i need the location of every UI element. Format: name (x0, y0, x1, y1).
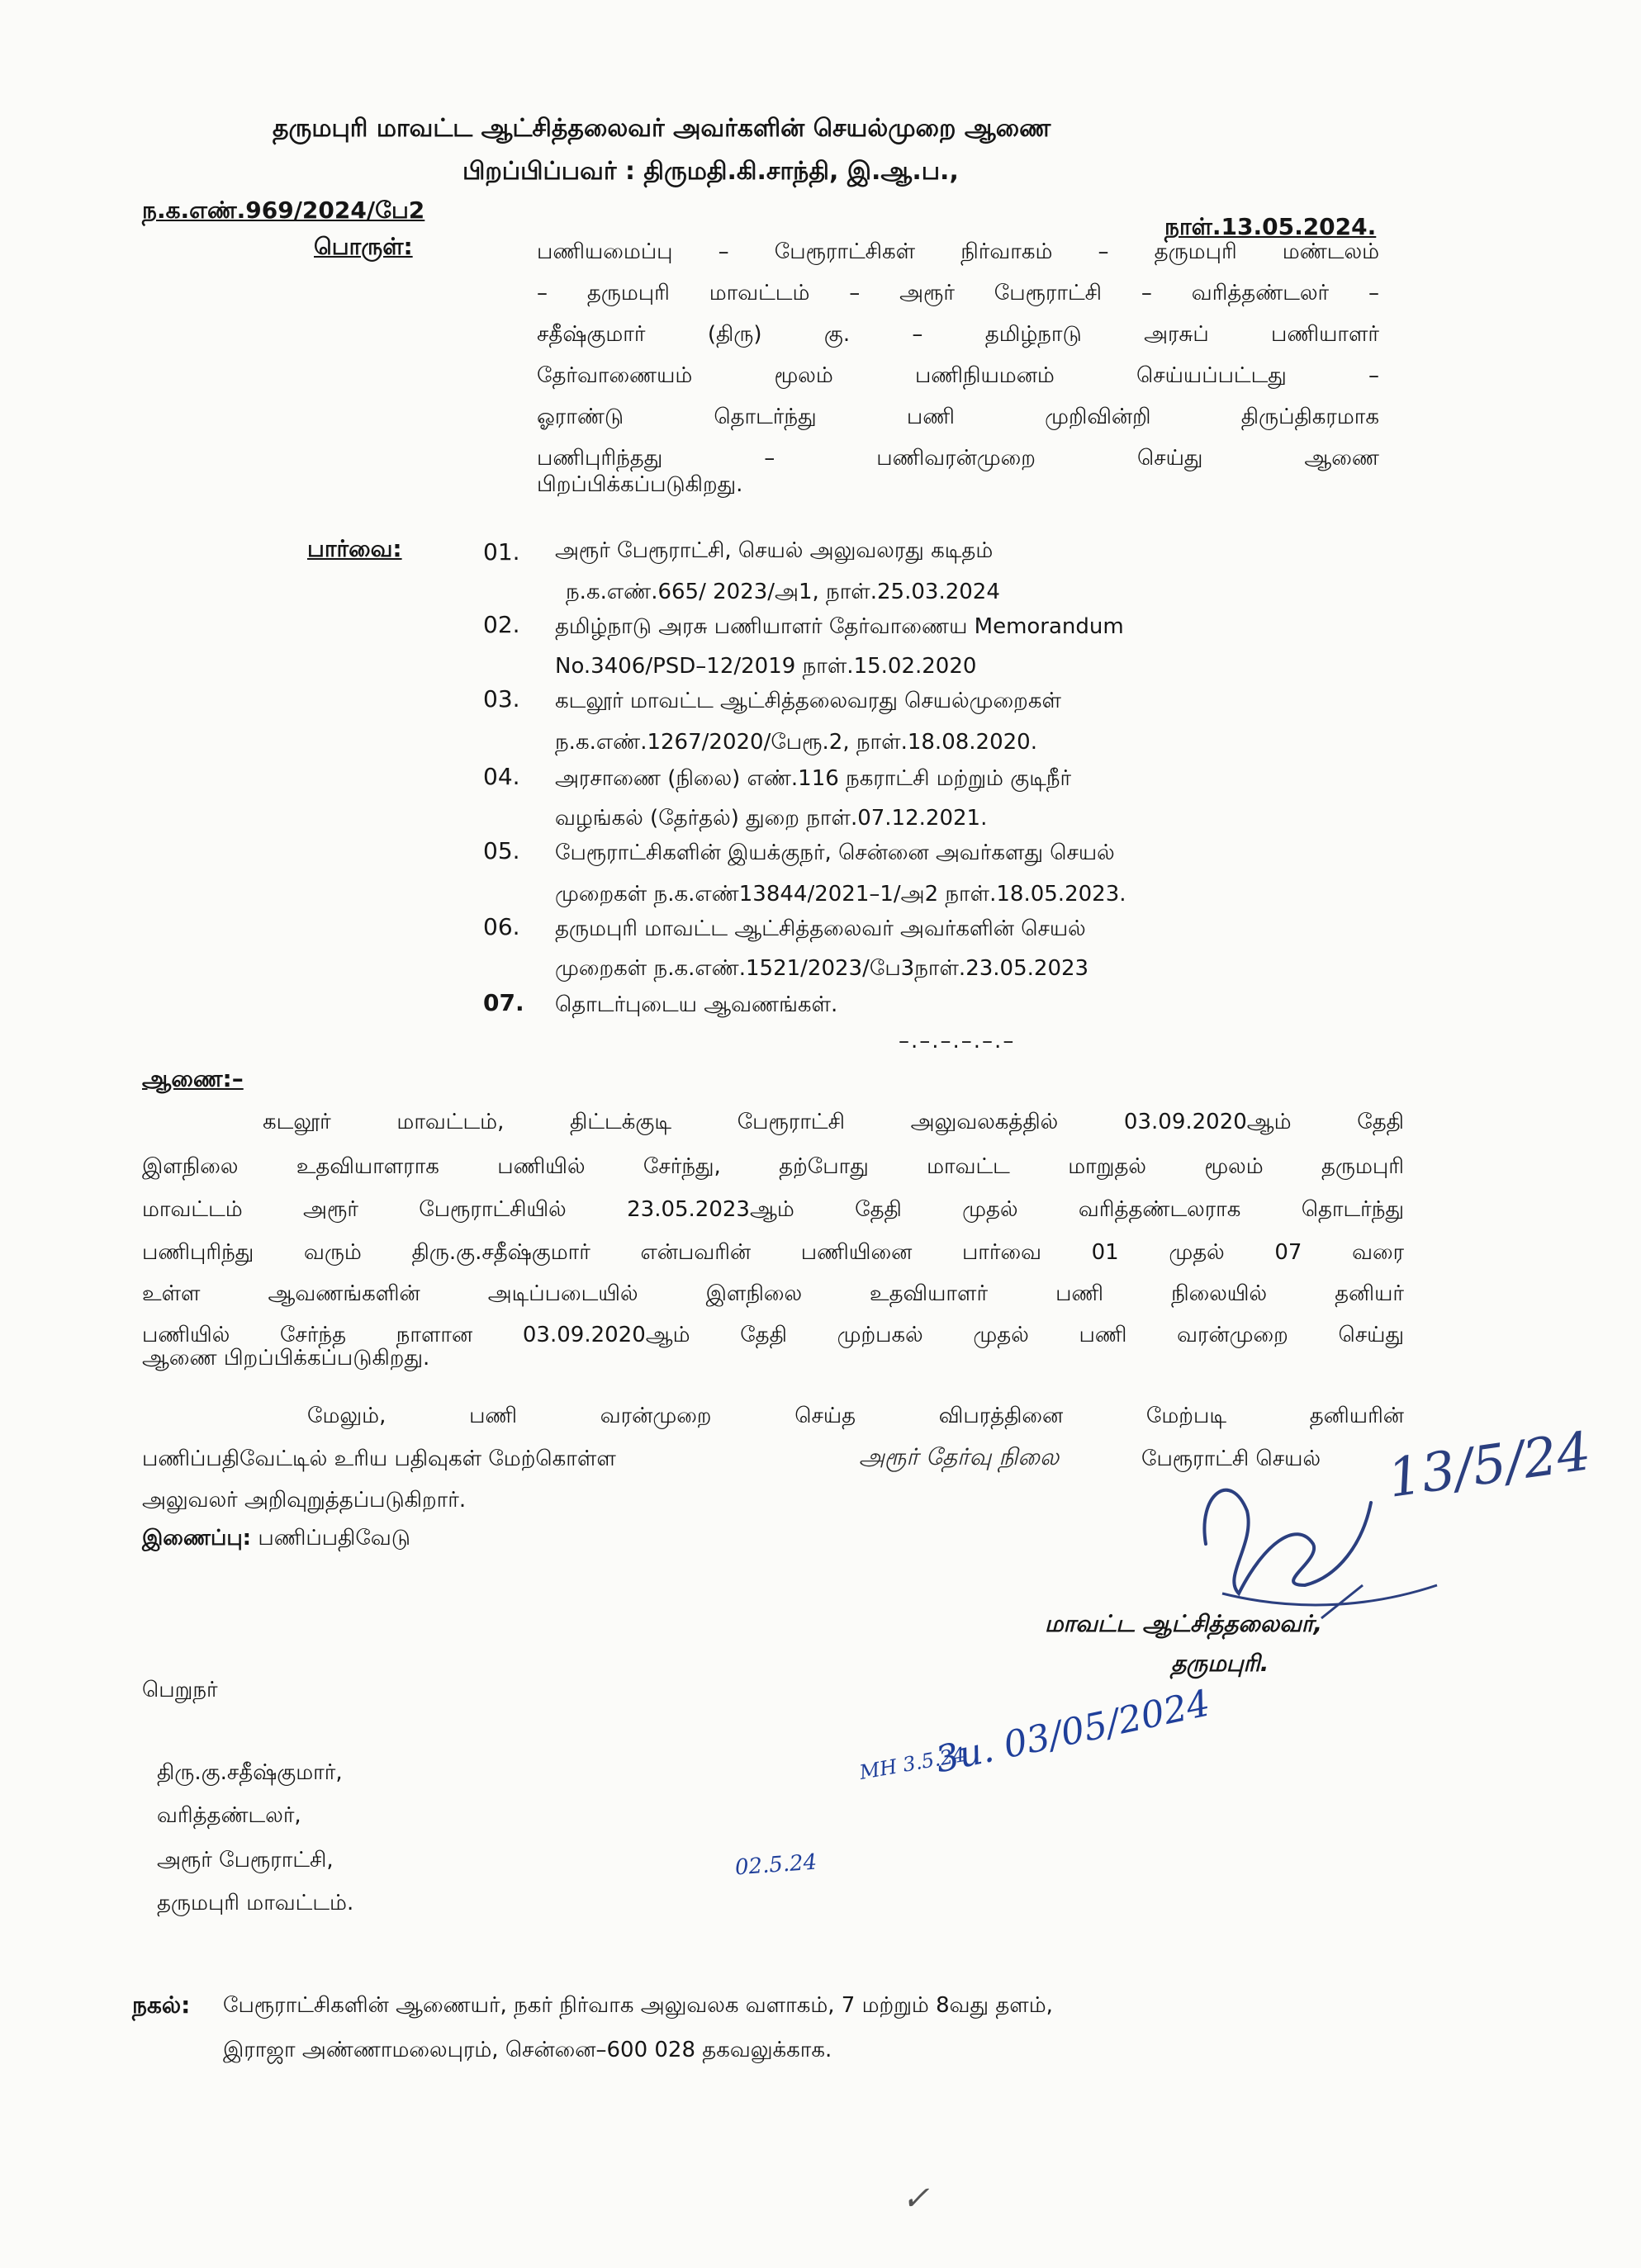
order-paragraph-line: பேரூராட்சி செயல் (1141, 1447, 1321, 1471)
reference-line: No.3406/PSD–12/2019 நாள்.15.02.2020 (555, 654, 977, 679)
recipient-line: வரித்தண்டலர், (157, 1803, 301, 1828)
order-paragraph-line: கடலூர் மாவட்டம், திட்டக்குடி பேரூராட்சி அலுவலகத்தில் 03.09.2020ஆம் தேதி (263, 1110, 1404, 1134)
recipient-label: பெறுநர் (142, 1678, 218, 1702)
order-paragraph-line: உள்ள ஆவணங்களின் அடிப்படையில் இளநிலை உதவியாளர் பணி நிலையில் தனியர் (142, 1281, 1404, 1306)
signatory-place: தருமபுரி. (1171, 1650, 1269, 1677)
enclosure-label: இணைப்பு: (142, 1526, 252, 1551)
order-paragraph-line: அலுவலர் அறிவுறுத்தப்படுகிறார். (142, 1488, 467, 1513)
reference-number-item: 02. (483, 611, 520, 638)
reference-number: ந.க.எண்.969/2024/பே2 (142, 196, 425, 224)
reference-line: தொடர்புடைய ஆவணங்கள். (555, 992, 838, 1017)
subject-line: ஓராண்டு தொடர்ந்து பணி முறிவின்றி திருப்திகரமாக (537, 405, 1379, 429)
reference-line: வழங்கல் (தேர்தல்) துறை நாள்.07.12.2021. (555, 806, 988, 831)
receipt-note: 3u. 03/05/2024 (932, 1682, 1214, 1782)
recipient-line: திரு.கு.சதீஷ்குமார், (157, 1760, 343, 1785)
section-separator: –.–.–.–.–.– (899, 1029, 1016, 1054)
subject-line: பிறப்பிக்கப்படுகிறது. (537, 472, 743, 497)
order-paragraph-line: பணிபுரிந்து வரும் திரு.கு.சதீஷ்குமார் என்பவரின் பணியினை பார்வை 01 முதல் 07 வரை (142, 1240, 1404, 1265)
copy-label: நகல்: (132, 1991, 191, 2019)
signatory-title: மாவட்ட ஆட்சித்தலைவர், (1045, 1610, 1323, 1637)
enclosure (142, 1526, 410, 1553)
reference-line: ந.க.எண்.1267/2020/பேரூ.2, நாள்.18.08.2020. (555, 730, 1037, 755)
subject-line: சதீஷ்குமார் (திரு) கு. – தமிழ்நாடு அரசுப் பணியாளர் (537, 322, 1379, 347)
subject-label: பொருள்: (314, 233, 413, 260)
references-label: பார்வை: (307, 535, 402, 562)
subject-line: – தருமபுரி மாவட்டம் – அரூர் பேரூராட்சி – வரித்தண்டலர் – (537, 281, 1379, 305)
reference-number-item: 01. (483, 538, 520, 566)
reference-number-item: 04. (483, 763, 520, 790)
enclosure-text: பணிப்பதிவேடு (258, 1526, 410, 1551)
copy-line: இராஜா அண்ணாமலைபுரம், சென்னை–600 028 தகவலுக்காக. (223, 2038, 832, 2062)
reference-number-item: 05. (483, 837, 520, 864)
subject-line: பணியமைப்பு – பேரூராட்சிகள் நிர்வாகம் – தருமபுரி மண்டலம் (537, 239, 1379, 264)
copy-line: பேரூராட்சிகளின் ஆணையர், நகர் நிர்வாக அலுவலக வளாகம், 7 மற்றும் 8வது தளம், (223, 1993, 1053, 2018)
order-paragraph-line: மேலும், பணி வரன்முறை செய்த விபரத்தினை மேற்படி தனியரின் (307, 1404, 1404, 1428)
signature-date: 13/5/24 (1384, 1421, 1595, 1510)
header-issuer: பிறப்பிப்பவர் : திருமதி.கி.சாந்தி, இ.ஆ.ப., (462, 157, 959, 186)
reference-line: முறைகள் ந.க.எண்13844/2021–1/அ2 நாள்.18.05.2023. (555, 882, 1126, 907)
receipt-note: 02.5.24 (734, 1849, 818, 1881)
order-paragraph-line: இளநிலை உதவியாளராக பணியில் சேர்ந்து, தற்போது மாவட்ட மாறுதல் மூலம் தருமபுரி (142, 1154, 1404, 1179)
receipt-note: MH 3.5.24 (857, 1742, 967, 1785)
order-label: ஆணை:– (142, 1065, 244, 1092)
reference-line: கடலூர் மாவட்ட ஆட்சித்தலைவரது செயல்முறைகள் (555, 689, 1061, 713)
header-title: தருமபுரி மாவட்ட ஆட்சித்தலைவர் அவர்களின் செயல்முறை ஆணை (273, 114, 1051, 143)
subject-line: தேர்வாணையம் மூலம் பணிநியமனம் செய்யப்பட்டது – (537, 363, 1379, 388)
reference-line: அரசாணை (நிலை) எண்.116 நகராட்சி மற்றும் குடிநீர் (555, 766, 1072, 791)
reference-line: தமிழ்நாடு அரசு பணியாளர் தேர்வாணைய Memorandum (555, 614, 1124, 639)
reference-number-item: 07. (483, 989, 524, 1016)
handwritten-insert: அரூர் தேர்வு நிலை (859, 1443, 1060, 1470)
order-paragraph-line: பணிப்பதிவேட்டில் உரிய பதிவுகள் மேற்கொள்ள (142, 1447, 616, 1471)
recipient-line: அரூர் பேரூராட்சி, (157, 1848, 334, 1873)
reference-number-item: 06. (483, 913, 520, 940)
reference-line: தருமபுரி மாவட்ட ஆட்சித்தலைவர் அவர்களின் செயல் (555, 916, 1086, 941)
reference-line: அரூர் பேரூராட்சி, செயல் அலுவலரது கடிதம் (555, 538, 994, 563)
order-date: நாள்.13.05.2024. (1164, 213, 1377, 240)
subject-line: பணிபுரிந்தது – பணிவரன்முறை செய்து ஆணை (537, 446, 1379, 471)
check-mark-icon: ✓ (902, 2180, 930, 2218)
reference-line: பேரூராட்சிகளின் இயக்குநர், சென்னை அவர்களது செயல் (555, 840, 1115, 865)
reference-line: ந.க.எண்.665/ 2023/அ1, நாள்.25.03.2024 (566, 580, 1000, 604)
reference-number-item: 03. (483, 685, 520, 713)
order-paragraph-line: ஆணை பிறப்பிக்கப்படுகிறது. (142, 1346, 430, 1371)
order-paragraph-line: பணியில் சேர்ந்த நாளான 03.09.2020ஆம் தேதி முற்பகல் முதல் பணி வரன்முறை செய்து (142, 1323, 1404, 1347)
reference-line: முறைகள் ந.க.எண்.1521/2023/பே3நாள்.23.05.2023 (555, 956, 1089, 981)
recipient-line: தருமபுரி மாவட்டம். (157, 1891, 354, 1915)
order-paragraph-line: மாவட்டம் அரூர் பேரூராட்சியில் 23.05.2023ஆம் தேதி முதல் வரித்தண்டலராக தொடர்ந்து (142, 1197, 1404, 1222)
